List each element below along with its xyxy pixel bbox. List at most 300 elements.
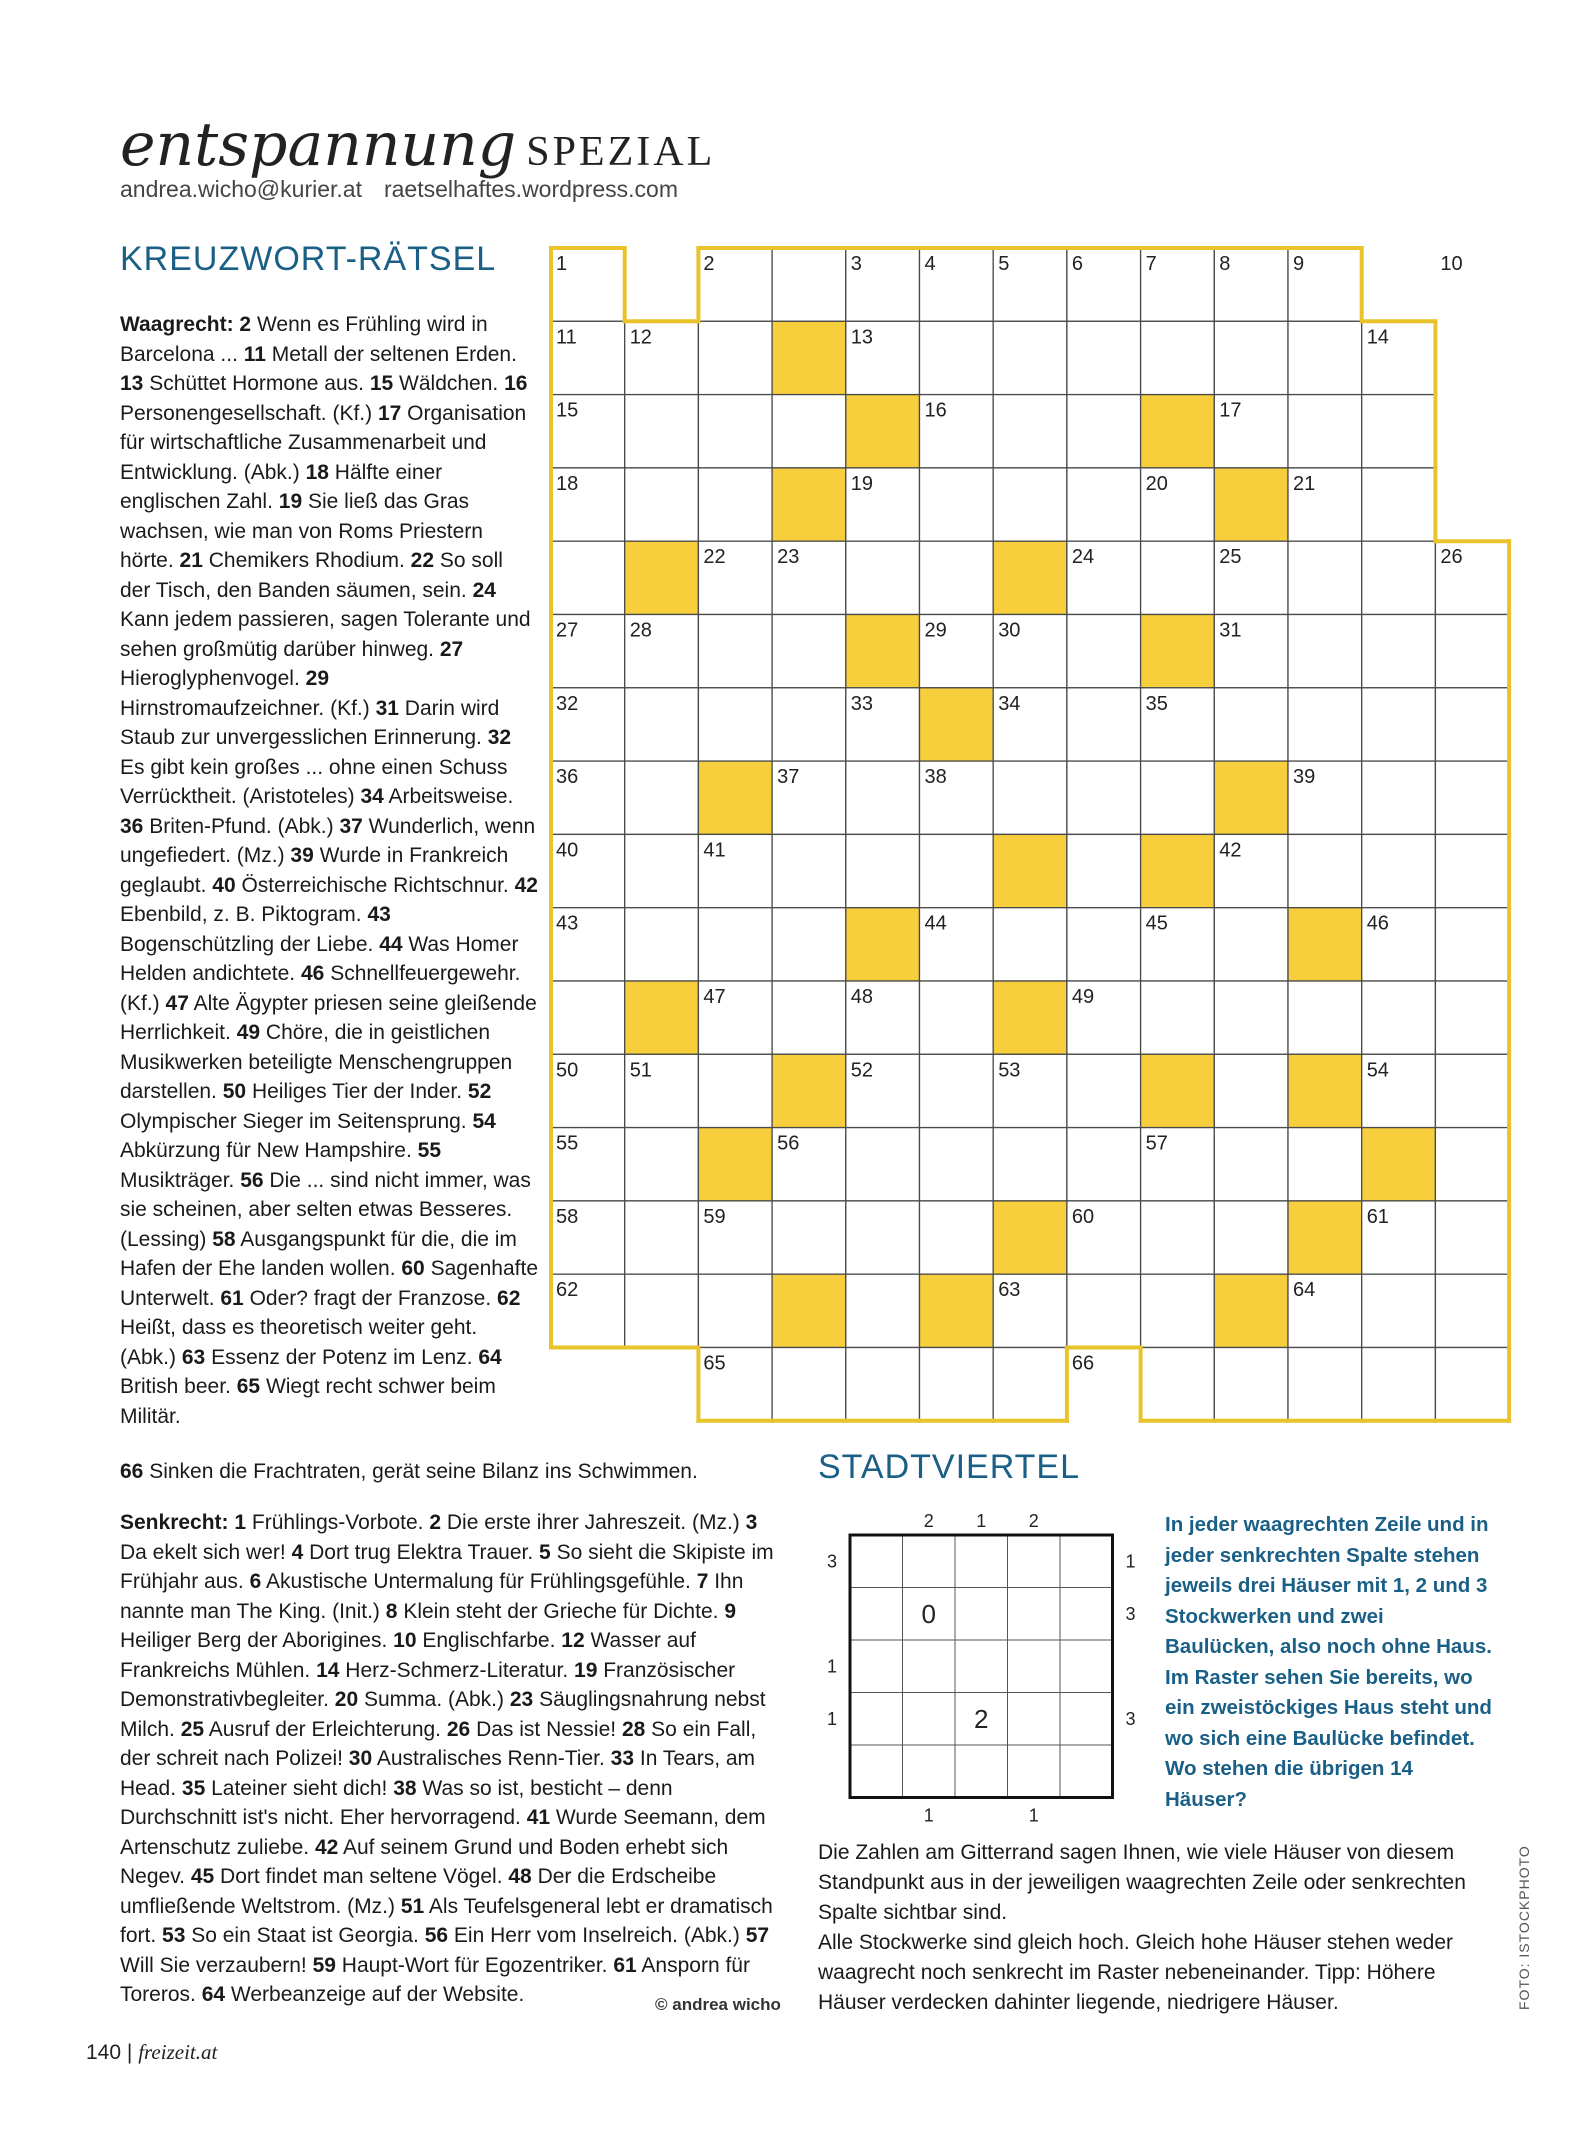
crossword-cell[interactable] [1067,761,1141,834]
clue [387,1629,555,1652]
crossword-cell[interactable] [846,1348,920,1421]
crossword-cell[interactable] [846,1274,920,1347]
clue [215,1287,492,1310]
crossword-cell[interactable] [1435,761,1509,834]
crossword-cell[interactable] [1141,981,1215,1054]
crossword-cell[interactable] [625,908,699,981]
clue-number: 40 [212,873,236,897]
clue-number: 52 [467,1080,492,1103]
clue [174,549,405,572]
clue-text: Metall der seltenen Erden. [271,342,517,366]
crossword-cell[interactable] [846,1128,920,1201]
crossword-cell[interactable] [920,1201,994,1274]
cell-number: 63 [998,1279,1021,1302]
left-clue: 1 [826,1708,838,1729]
clue [424,1511,740,1534]
clue [196,1983,524,2006]
crossword-cell[interactable] [993,395,1067,468]
cell-number: 56 [777,1132,800,1155]
cell-number: 9 [1293,253,1305,275]
crossword-cell[interactable] [625,395,699,468]
cell-number: 38 [924,766,947,789]
cell-number: 34 [998,692,1021,715]
email-link[interactable]: andrea.wicho@kurier.at [120,176,362,202]
clue-text: Ausgangspunkt für die, die im Hafen der Ehe landen wollen. [120,1227,517,1280]
crossword-cell[interactable] [1362,981,1436,1054]
crossword-cell[interactable] [993,1128,1067,1201]
clue-text: Haupt-Wort für Egozentriker. [341,1953,608,1977]
clue [156,1924,419,1947]
clue-text: Wenn es Frühling wird in Barcelona ... [120,313,488,366]
cell-number: 54 [1366,1059,1389,1082]
clue-text: Will Sie verzaubern! [120,1953,307,1977]
crossword-block-cell [846,615,920,688]
clue-number: 12 [561,1629,585,1652]
clue-number: 57 [745,1924,770,1947]
left-clue: 1 [826,1656,838,1677]
clue [234,1511,423,1534]
clue-text: So soll der Tisch, den Banden säumen, sein. [120,549,503,602]
clue-number: 17 [377,401,402,425]
clue-text: Was Homer Helden andichtete. [120,932,519,985]
cell-number: 62 [556,1279,579,1302]
crossword-cell[interactable] [1362,761,1436,834]
cell-number: 57 [1145,1132,1168,1155]
photo-credit: FOTO: ISTOCKPHOTO [1516,1845,1532,2010]
clue-number: 2 [429,1511,442,1534]
crossword-cell[interactable] [993,468,1067,541]
clue-text: Alte Ägypter priesen seine gleißende Herrlichkeit. [120,991,537,1044]
crossword-cell[interactable] [920,834,994,907]
clue-number: 10 [393,1629,417,1652]
stadtviertel-cell[interactable] [903,1640,956,1693]
clue [343,1747,605,1770]
stadtviertel-cell[interactable] [850,1693,903,1746]
stadtviertel-cell[interactable] [1060,1588,1113,1641]
clue-number: 51 [400,1894,425,1918]
cell-number: 60 [1071,1205,1095,1228]
crossword-cell[interactable] [1288,321,1362,394]
clue-number: 55 [417,1139,441,1162]
crossword-cell[interactable] [772,1201,846,1274]
crossword-block-cell [920,688,994,761]
clue-text: Australisches Renn-Tier. [376,1747,605,1770]
crossword-cell[interactable] [846,1201,920,1274]
clue-text: Hieroglyphenvogel. [120,667,300,690]
cell-number: 7 [1145,253,1157,275]
clue-number: 64 [478,1345,502,1369]
stadtviertel-cell[interactable] [1060,1640,1113,1693]
crossword-cell[interactable] [1362,834,1436,907]
crossword-cell[interactable] [1214,688,1288,761]
clue-number: 19 [278,490,303,513]
clue-text: Dort findet man seltene Vögel. [220,1865,503,1888]
crossword-block-cell [772,1274,846,1347]
cell-number: 16 [924,399,947,422]
crossword-cell[interactable] [772,908,846,981]
cell-number: 44 [924,912,947,935]
across-label: Waagrecht: [120,313,234,336]
crossword-cell[interactable] [1435,1274,1509,1347]
clue-number: 27 [439,637,464,661]
clue-text: Wiegt recht schwer beim Militär. [120,1375,496,1428]
crossword-cell[interactable] [698,908,772,981]
clue-number: 64 [201,1983,226,2006]
crossword-cell[interactable] [1141,1348,1215,1421]
crossword-cell[interactable] [1067,395,1141,468]
crossword-cell[interactable] [1435,1201,1509,1274]
crossword-cell[interactable] [772,1348,846,1421]
crossword-cell[interactable] [846,541,920,614]
cell-number: 52 [850,1059,874,1082]
crossword-cell[interactable] [920,541,994,614]
clue-text: Wunderlich, wenn ungefiedert. (Mz.) [120,814,536,867]
stadtviertel-grid[interactable] [815,1505,1158,1843]
crossword-cell[interactable] [772,688,846,761]
stadtviertel-cell[interactable] [850,1745,903,1798]
crossword-cell[interactable] [1435,834,1509,907]
crossword-cell[interactable] [1435,1054,1509,1127]
clue [176,1777,387,1800]
crossword-grid[interactable] [549,246,1512,1423]
crossword-cell[interactable] [1141,1274,1215,1347]
clue-number: 15 [369,372,394,395]
crossword-cell[interactable] [1362,541,1436,614]
clue-number: 2 [239,313,252,336]
crossword-cell[interactable] [993,321,1067,394]
clue [206,874,508,897]
crossword-cell[interactable] [1362,615,1436,688]
cell-number: 2 [703,253,715,275]
left-clue: 3 [826,1551,838,1572]
stadtviertel-cell[interactable] [955,1535,1008,1588]
cell-number: 42 [1219,839,1242,862]
crossword-cell[interactable] [1214,1201,1288,1274]
clue-text: Personengesellschaft. (Kf.) [120,401,373,425]
crossword-cell[interactable] [772,834,846,907]
crossword-cell[interactable] [1362,1274,1436,1347]
clue-number: 65 [236,1375,261,1398]
crossword-cell[interactable] [993,761,1067,834]
crossword-cell[interactable] [1214,321,1288,394]
cell-number: 30 [998,619,1021,642]
cell-number: 45 [1145,912,1168,935]
clue-number: 33 [610,1747,635,1770]
clue-number: 53 [162,1924,186,1947]
crossword-cell[interactable] [1067,688,1141,761]
crossword-cell[interactable] [1288,981,1362,1054]
clue-text: Das ist Nessie! [476,1717,617,1741]
crossword-cell[interactable] [1288,1128,1362,1201]
crossword-block-cell [772,321,846,394]
stadtviertel-cell[interactable] [850,1640,903,1693]
clue-text: Akustische Untermalung für Frühlingsgefühle. [265,1570,691,1593]
stadtviertel-cell[interactable] [1008,1588,1061,1641]
footer-separator: | [126,2041,133,2064]
cell-number: 6 [1071,253,1084,275]
clue [310,1659,568,1682]
cell-number: 17 [1219,399,1242,422]
clue-number: 47 [165,991,189,1015]
crossword-cell[interactable] [1435,908,1509,981]
stadtviertel-cell[interactable] [1008,1693,1061,1746]
crossword-cell[interactable] [993,1348,1067,1421]
clue-number: 60 [401,1257,425,1280]
stadtviertel-cell[interactable] [1060,1693,1113,1746]
crossword-cell[interactable] [1214,1128,1288,1201]
crossword-cell[interactable] [1362,395,1436,468]
cell-number: 41 [703,839,726,862]
cell-number: 64 [1293,1279,1316,1302]
crossword-cell[interactable] [1067,834,1141,907]
bottom-clue: 1 [1028,1805,1039,1826]
crossword-cell[interactable] [698,321,772,394]
crossword-cell[interactable] [920,981,994,1054]
crossword-block-cell [698,761,772,834]
stadtviertel-cell[interactable] [955,1588,1008,1641]
crossword-cell[interactable] [920,321,994,394]
crossword-block-cell [1288,1201,1362,1274]
cell-number: 65 [703,1352,726,1375]
crossword-cell[interactable] [1214,981,1288,1054]
given-value: 0 [921,1598,936,1629]
crossword-cell[interactable] [1067,1054,1141,1127]
crossword-cell[interactable] [1288,395,1362,468]
cell-number: 37 [777,766,800,789]
cell-number: 10 [1440,253,1463,275]
clue-number: 39 [290,844,314,867]
crossword-cell[interactable] [551,981,625,1054]
cell-number: 53 [998,1059,1021,1082]
crossword-cell[interactable] [1141,1201,1215,1274]
crossword-cell[interactable] [1214,1348,1288,1421]
crossword-cell[interactable] [698,1274,772,1347]
clue-number: 24 [472,578,496,602]
stadtviertel-cell[interactable] [903,1693,956,1746]
clue-number: 61 [613,1953,637,1977]
cell-number: 31 [1219,619,1242,642]
crossword-block-cell [993,834,1067,907]
clue [419,1924,740,1947]
clue [355,785,514,808]
top-clue: 2 [1028,1511,1039,1531]
cell-number: 35 [1145,692,1168,715]
crossword-cell[interactable] [1288,834,1362,907]
crossword-cell[interactable] [698,615,772,688]
crossword-block-cell [698,1128,772,1201]
clue-number: 43 [367,903,391,926]
crossword-cell[interactable] [993,908,1067,981]
clue-number: 41 [526,1806,551,1829]
section-title: entspannung [120,110,517,180]
clue-number: 48 [508,1865,532,1888]
cell-number: 48 [850,986,874,1008]
clue-text: Wurde in Frankreich geglaubt. [120,844,509,897]
crossword-cell[interactable] [920,1128,994,1201]
crossword-cell[interactable] [625,761,699,834]
crossword-cell[interactable] [551,541,625,614]
cell-number: 1 [556,253,568,275]
stadtviertel-instructions: In jeder waagrechten Zeile und in jeder senkrechten Spalte stehen jeweils drei Häuser mit 1, 2 und 3 Stockwerken und zwei Baulücken, also noch ohne Haus. Im Raster sehen Sie bereits, wo ein zweistöckiges Haus steht und wo sich eine Baulücke befindet. Wo stehen die übrigen 14 Häuser? [1165,1513,1492,1811]
clue-text: Hirnstromaufzeichner. (Kf.) [120,696,370,720]
clue-text: Die erste ihrer Jahreszeit. (Mz.) [446,1511,740,1534]
crossword-cell[interactable] [1362,1348,1436,1421]
crossword-cell[interactable] [1288,1348,1362,1421]
clue-number: 20 [334,1688,359,1711]
clue-number: 19 [574,1658,598,1682]
crossword-cell[interactable] [1288,541,1362,614]
stadtviertel-cell[interactable] [1060,1535,1113,1588]
clue-number: 8 [385,1599,398,1623]
clue-text: Briten-Pfund. (Abk.) [149,814,334,838]
clue-text: Als Teufelsgeneral lebt er dramatisch fort. [120,1894,773,1947]
clue-text: Heiliger Berg der Aborigines. [120,1629,388,1652]
clue-text: Ein Herr vom Inselreich. (Abk.) [453,1924,740,1947]
clue-number: 62 [497,1286,521,1310]
top-clue: 2 [923,1511,934,1531]
footer [86,2040,217,2065]
crossword-cell[interactable] [1067,615,1141,688]
crossword-cell[interactable] [1067,908,1141,981]
clue-number: 36 [120,814,144,838]
cell-number: 55 [556,1132,579,1155]
clue [441,1718,616,1741]
clue-text: Heißt, dass es theoretisch weiter geht. (Abk.) [120,1316,478,1369]
crossword-cell[interactable] [846,761,920,834]
crossword-cell[interactable] [698,1054,772,1127]
clue-text: Heiliges Tier der Inder. [251,1080,463,1103]
clue-number: 16 [504,372,528,395]
copyright: © andrea wicho [655,1995,781,2014]
clue-text: Abkürzung für New Hampshire. [120,1139,412,1162]
footer-site: freizeit.at [138,2040,218,2064]
crossword-cell[interactable] [772,615,846,688]
cell-number: 47 [703,986,726,1008]
clue-number: 49 [236,1021,261,1044]
cell-number: 50 [556,1059,579,1082]
crossword-cell[interactable] [1067,1274,1141,1347]
crossword-cell[interactable] [772,981,846,1054]
stadtviertel-cell[interactable] [955,1640,1008,1693]
crossword-cell[interactable] [1141,541,1215,614]
stadtviertel-cell[interactable] [903,1745,956,1798]
crossword-cell[interactable] [920,468,994,541]
clue [364,372,498,395]
cell-number: 22 [703,546,726,569]
crossword-cell[interactable] [1067,1128,1141,1201]
right-clue: 3 [1125,1708,1136,1729]
stadtviertel-cell[interactable] [1008,1535,1061,1588]
crossword-cell[interactable] [1067,321,1141,394]
crossword-cell[interactable] [1362,688,1436,761]
clue-text: Der die Erdscheibe umfließende Weltstrom. (Mz.) [120,1865,717,1918]
clue [217,1080,462,1103]
clue-text: Essenz der Potenz im Lenz. [211,1345,473,1369]
crossword-cell[interactable] [1141,761,1215,834]
crossword-cell[interactable] [772,395,846,468]
clue-number: 66 [120,1460,144,1483]
crossword-block-cell [993,1201,1067,1274]
cell-number: 11 [556,326,577,349]
crossword-cell[interactable] [625,834,699,907]
clue-text: Sie ließ das Gras wachsen, wie man von Roms Priestern hörte. [120,490,483,572]
crossword-cell[interactable] [920,1054,994,1127]
clue-number: 25 [180,1717,205,1741]
crossword-block-cell [1141,834,1215,907]
cell-number: 13 [850,326,874,349]
stadtviertel-cell[interactable] [1008,1745,1061,1798]
cell-number: 23 [777,546,800,569]
stadtviertel-cell[interactable] [903,1535,956,1588]
crossword-cell[interactable] [625,688,699,761]
stadtviertel-cell[interactable] [850,1535,903,1588]
cell-number: 49 [1071,986,1095,1008]
cell-number: 29 [924,619,947,642]
crossword-cell[interactable] [625,1201,699,1274]
crossword-cell[interactable] [1067,468,1141,541]
clue-number: 6 [249,1570,262,1593]
crossword-cell[interactable] [1435,981,1509,1054]
crossword-cell[interactable] [698,395,772,468]
crossword-cell[interactable] [920,1348,994,1421]
cell-number: 59 [703,1205,726,1228]
crossword-cell[interactable] [1435,615,1509,688]
crossword-cell[interactable] [625,468,699,541]
crossword-cell[interactable] [846,834,920,907]
clue-number: 45 [190,1865,215,1888]
cell-number: 15 [556,399,579,422]
crossword-cell[interactable] [1435,1128,1509,1201]
clue-text: Kann jedem passieren, sagen Tolerante und sehen großmütig darüber hinweg. [120,608,531,661]
clue-number: 32 [487,726,512,749]
crossword-cell[interactable] [1435,688,1509,761]
clue-number: 61 [220,1286,244,1310]
crossword-cell[interactable] [1141,321,1215,394]
crossword-cell[interactable] [698,468,772,541]
cell-number: 66 [1071,1352,1095,1375]
crossword-cell[interactable] [1435,1348,1509,1421]
crossword-cell[interactable] [1214,908,1288,981]
blog-link[interactable]: raetselhaftes.wordpress.com [383,176,678,202]
clue-number: 58 [212,1227,236,1251]
crossword-cell[interactable] [1288,688,1362,761]
crossword-cell[interactable] [625,1274,699,1347]
clue [176,1346,473,1369]
clue-text: Ansporn für Toreros. [120,1953,750,2006]
clue [307,1954,608,1977]
given-value: 2 [974,1703,989,1734]
stadtviertel-cell[interactable] [850,1588,903,1641]
cell-number: 24 [1071,546,1095,569]
cell-number: 20 [1145,472,1168,495]
crossword-block-cell [772,1054,846,1127]
stadtviertel-cell[interactable] [1060,1745,1113,1798]
crossword-cell[interactable] [698,688,772,761]
clue-text: Sagenhafte Unterwelt. [120,1257,538,1310]
clue-text: Klein steht der Grieche für Dichte. [403,1599,719,1623]
cell-number: 4 [924,253,936,275]
clue-number: 5 [539,1540,551,1564]
crossword-cell[interactable] [1288,615,1362,688]
stadtviertel-cell[interactable] [1008,1640,1061,1693]
crossword-cell[interactable] [1362,468,1436,541]
crossword-cell[interactable] [1214,1054,1288,1127]
crossword-cell[interactable] [625,1128,699,1201]
clue-text: Arbeitsweise. [388,785,514,808]
stadtviertel-cell[interactable] [955,1745,1008,1798]
crossword-cell[interactable] [772,248,846,321]
clue [120,815,334,838]
